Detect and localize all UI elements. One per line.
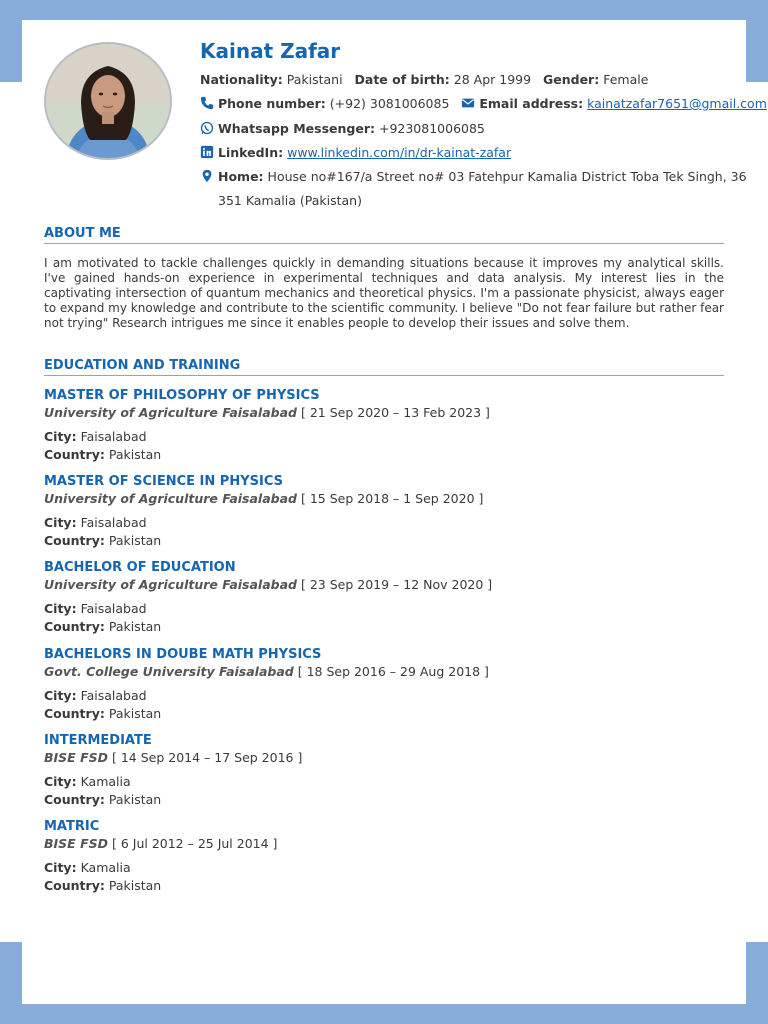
institution-line (44, 663, 724, 681)
date-range: [ 6 Jul 2012 – 25 Jul 2014 ] (111, 836, 278, 851)
dob-value: 28 Apr 1999 (453, 72, 532, 87)
city-value: Kamalia (80, 774, 131, 789)
date-range: [ 18 Sep 2016 – 29 Aug 2018 ] (297, 664, 489, 679)
envelope-icon (461, 96, 475, 110)
country-label: Country: (44, 533, 105, 548)
dob-label: Date of birth: (354, 72, 450, 87)
institution-name: BISE FSD (44, 836, 108, 851)
whatsapp-value: +923081006085 (378, 121, 485, 136)
city-label: City: (44, 860, 77, 875)
city-line (44, 514, 724, 532)
city-label: City: (44, 429, 77, 444)
city-label: City: (44, 515, 77, 530)
institution-name: University of Agriculture Faisalabad (44, 491, 297, 506)
gender-value: Female (603, 72, 649, 87)
portrait-illustration (46, 44, 170, 158)
phone-value: (+92) 3081006085 (329, 96, 450, 111)
location-pin-icon (200, 169, 214, 183)
city-value: Faisalabad (80, 601, 147, 616)
degree-title: MASTER OF PHILOSOPHY OF PHYSICS (44, 388, 320, 403)
education-entry (44, 560, 724, 636)
education-entry (44, 733, 724, 809)
about-text: I am motivated to tackle challenges quickly in demanding situations because it improves my analytical skills. I've gained hands-on experience in experimental techniques and data analysis. My interest lies in the captivating intersection of quantum mechanics and theoretical physics. I'm a passionate physicist, always eager to expand my knowledge and contribute to the scientific community. I believe "Do not fear failure but rather fear not trying" Research intrigues me since it enables people to develop their issues and solve them. (44, 256, 724, 330)
country-line (44, 791, 724, 809)
institution-line (44, 490, 724, 508)
degree-title: MATRIC (44, 819, 100, 834)
city-value: Faisalabad (80, 688, 147, 703)
country-label: Country: (44, 878, 105, 893)
education-entry (44, 819, 724, 895)
linkedin-link[interactable]: www.linkedin.com/in/dr-kainat-zafar (287, 145, 512, 160)
city-line (44, 600, 724, 618)
profile-photo (44, 42, 172, 160)
country-line (44, 446, 724, 464)
country-value: Pakistan (108, 533, 162, 548)
country-line (44, 877, 724, 895)
degree-title: MASTER OF SCIENCE IN PHYSICS (44, 474, 283, 489)
country-value: Pakistan (108, 447, 162, 462)
country-value: Pakistan (108, 706, 162, 721)
email-label: Email address: (479, 96, 584, 111)
city-value: Kamalia (80, 860, 131, 875)
whatsapp-line (200, 120, 485, 138)
date-range: [ 14 Sep 2014 – 17 Sep 2016 ] (111, 750, 303, 765)
degree-title: BACHELORS IN DOUBE MATH PHYSICS (44, 647, 322, 662)
date-range: [ 15 Sep 2018 – 1 Sep 2020 ] (300, 491, 484, 506)
phone-icon (200, 96, 214, 110)
city-label: City: (44, 774, 77, 789)
country-label: Country: (44, 792, 105, 807)
institution-name: Govt. College University Faisalabad (44, 664, 294, 679)
email-link[interactable]: kainatzafar7651@gmail.com (587, 96, 767, 111)
education-entry (44, 388, 724, 464)
whatsapp-label: Whatsapp Messenger: (218, 121, 375, 136)
country-value: Pakistan (108, 878, 162, 893)
city-line (44, 428, 724, 446)
home-line (200, 168, 747, 186)
personal-info-line (200, 71, 648, 89)
city-line (44, 773, 724, 791)
country-value: Pakistan (108, 619, 162, 634)
linkedin-icon (200, 145, 214, 159)
institution-name: University of Agriculture Faisalabad (44, 405, 297, 420)
city-line (44, 859, 724, 877)
education-entry (44, 647, 724, 723)
city-line (44, 687, 724, 705)
degree-title: INTERMEDIATE (44, 733, 152, 748)
institution-line (44, 835, 724, 853)
linkedin-line (200, 144, 511, 162)
home-label: Home: (218, 169, 264, 184)
country-line (44, 705, 724, 723)
date-range: [ 23 Sep 2019 – 12 Nov 2020 ] (300, 577, 493, 592)
whatsapp-icon (200, 121, 214, 135)
institution-name: University of Agriculture Faisalabad (44, 577, 297, 592)
home-address-line2: 351 Kamalia (Pakistan) (218, 193, 362, 208)
country-label: Country: (44, 447, 105, 462)
country-label: Country: (44, 706, 105, 721)
city-value: Faisalabad (80, 429, 147, 444)
institution-line (44, 576, 724, 594)
phone-label: Phone number: (218, 96, 326, 111)
institution-name: BISE FSD (44, 750, 108, 765)
country-label: Country: (44, 619, 105, 634)
institution-line (44, 404, 724, 422)
nationality-label: Nationality: (200, 72, 283, 87)
gender-label: Gender: (542, 72, 600, 87)
candidate-name: Kainat Zafar (200, 39, 341, 63)
home-address-line1: House no#167/a Street no# 03 Fatehpur Kamalia District Toba Tek Singh, 36 (267, 169, 747, 184)
institution-line (44, 749, 724, 767)
contact-line (200, 95, 767, 113)
city-label: City: (44, 601, 77, 616)
degree-title: BACHELOR OF EDUCATION (44, 560, 236, 575)
country-line (44, 532, 724, 550)
education-heading: EDUCATION AND TRAINING (44, 358, 724, 376)
about-heading: ABOUT ME (44, 226, 724, 244)
linkedin-label: LinkedIn: (218, 145, 284, 160)
city-value: Faisalabad (80, 515, 147, 530)
city-label: City: (44, 688, 77, 703)
education-entry (44, 474, 724, 550)
nationality-value: Pakistani (286, 72, 343, 87)
country-line (44, 618, 724, 636)
date-range: [ 21 Sep 2020 – 13 Feb 2023 ] (300, 405, 490, 420)
country-value: Pakistan (108, 792, 162, 807)
